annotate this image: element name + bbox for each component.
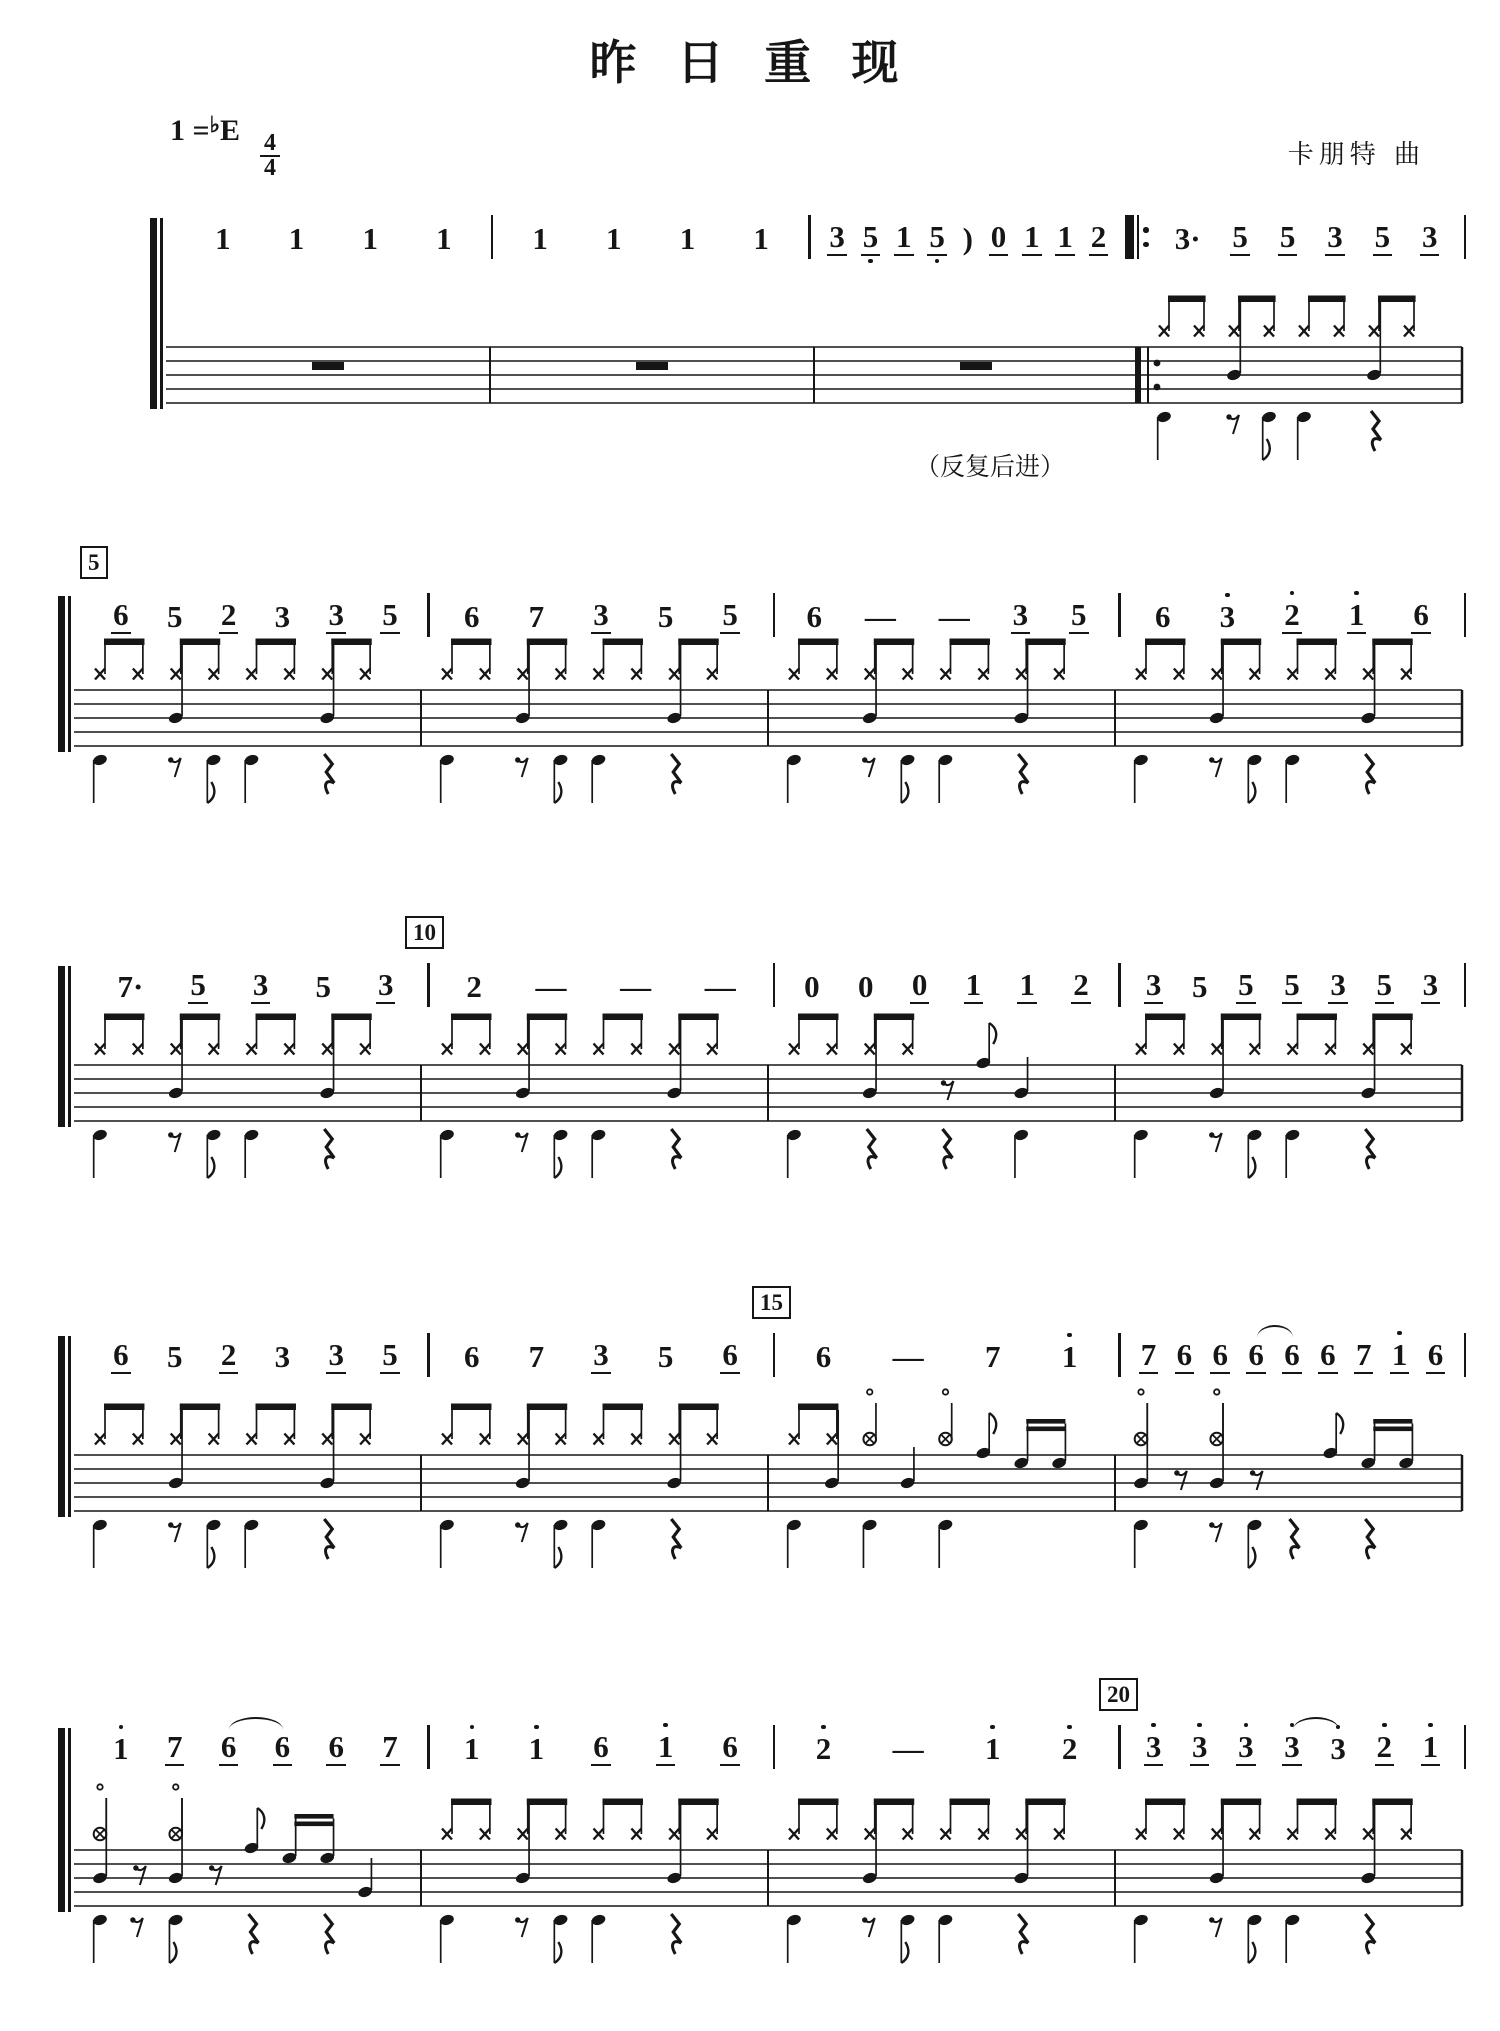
note-number: 5 xyxy=(1238,967,1254,1002)
rehearsal-mark-20: 20 xyxy=(1099,1678,1138,1711)
note-number: 3 xyxy=(1330,1731,1346,1766)
note-token xyxy=(961,212,975,266)
drum-staff-system-3 xyxy=(0,980,1500,1215)
drum-measure xyxy=(786,1799,1066,1964)
note-number: 1 xyxy=(436,221,452,256)
note-number: 6 xyxy=(815,1339,832,1374)
note-number: 3 xyxy=(274,599,291,634)
note-token xyxy=(530,212,550,266)
measure xyxy=(811,210,1126,266)
drum-measure xyxy=(439,639,719,804)
note-number: 6 xyxy=(1413,597,1429,632)
note-number: 6 xyxy=(1284,1337,1300,1372)
note-number: 1 xyxy=(896,219,912,254)
drum-measure xyxy=(92,1784,373,1963)
drum-measure xyxy=(786,1389,1067,1568)
note-number: 6 xyxy=(1212,1337,1228,1372)
key-note: E xyxy=(220,114,241,147)
caption-repeat-note: （反复后进） xyxy=(914,452,1065,481)
note-number: ) xyxy=(962,221,973,256)
note-number: 0 xyxy=(857,969,874,1004)
note-number: 1 xyxy=(1019,967,1035,1002)
drum-measure xyxy=(439,1014,719,1179)
note-token xyxy=(434,212,454,266)
drum-measure xyxy=(312,362,344,370)
note-number: — xyxy=(938,599,970,634)
note-number: 6 xyxy=(464,599,480,634)
meter-denominator: 4 xyxy=(264,155,277,181)
drum-measure xyxy=(960,362,992,370)
note-number: 3 xyxy=(593,597,609,632)
drum-measure xyxy=(1133,639,1413,804)
note-number: 5 xyxy=(166,599,183,634)
note-number: 6 xyxy=(274,1729,291,1764)
note-number: 1 xyxy=(288,221,305,256)
note-number: 1 xyxy=(965,967,982,1002)
measure xyxy=(176,212,491,266)
note-number: 2 xyxy=(1376,1729,1393,1764)
note-number: 2 xyxy=(220,597,237,632)
rehearsal-mark-15: 15 xyxy=(752,1286,791,1319)
note-number: 2 xyxy=(220,1337,237,1372)
note-token xyxy=(751,212,771,266)
note-number: 6 xyxy=(113,597,129,632)
drum-staff-system-2 xyxy=(0,605,1500,840)
note-number: 1 xyxy=(215,221,231,256)
note-number: 7 xyxy=(166,1729,183,1764)
note-number: 7 xyxy=(1140,1337,1157,1372)
note-number: 5 xyxy=(657,599,674,634)
rehearsal-mark-10: 10 xyxy=(405,916,444,949)
note-token xyxy=(213,212,233,266)
note-number: 5 xyxy=(722,597,738,632)
note-number: 3 xyxy=(1191,1729,1208,1764)
note-number: 7 xyxy=(1355,1337,1372,1372)
note-number: 6 xyxy=(1320,1337,1336,1372)
note-number: 1 xyxy=(1348,597,1365,632)
drum-measure xyxy=(636,362,668,370)
note-number: 6 xyxy=(113,1337,129,1372)
note-number: 1 xyxy=(657,1729,674,1764)
note-number: 7 xyxy=(528,599,545,634)
note-token xyxy=(1022,210,1042,266)
note-number: 6 xyxy=(1248,1337,1264,1372)
drum-measure xyxy=(92,1014,372,1179)
note-token xyxy=(927,210,947,266)
note-token xyxy=(1373,210,1393,266)
note-number: 7 xyxy=(382,1729,398,1764)
note-token xyxy=(1230,210,1250,266)
note-number: — xyxy=(892,1339,924,1374)
drum-measure xyxy=(786,1014,1030,1179)
note-number: 6 xyxy=(722,1729,738,1764)
note-number: 1 xyxy=(113,1731,129,1766)
page-title: 昨 日 重 现 xyxy=(589,36,911,91)
barline xyxy=(1464,215,1467,259)
note-number: 3 xyxy=(1012,597,1029,632)
note-number: 1 xyxy=(1057,219,1073,254)
note-number: 6 xyxy=(806,599,822,634)
drum-staff-system-4 xyxy=(0,1370,1500,1605)
note-number: 7 xyxy=(984,1339,1001,1374)
note-number: 5 xyxy=(382,597,398,632)
note-number: 6 xyxy=(1155,599,1171,634)
composer-credit: 卡朋特 曲 xyxy=(1287,140,1425,170)
flat-icon: ♭ xyxy=(209,112,220,137)
note-token xyxy=(604,212,624,266)
meter-numerator: 4 xyxy=(260,132,280,157)
barline xyxy=(1464,1725,1467,1769)
measure xyxy=(1149,210,1464,266)
measure xyxy=(493,212,808,266)
note-number: 6 xyxy=(220,1729,237,1764)
note-number: 5 xyxy=(1071,597,1087,632)
melody-system-1 xyxy=(176,210,1466,266)
note-number: 3 xyxy=(593,1337,609,1372)
note-number: 1 xyxy=(1422,1729,1439,1764)
note-number: 1 xyxy=(1061,1339,1078,1374)
note-token xyxy=(1173,212,1203,266)
drum-measure xyxy=(1156,296,1416,461)
note-number: 6 xyxy=(328,1729,344,1764)
drum-measure xyxy=(1133,1389,1414,1568)
note-number: 0 xyxy=(990,219,1007,254)
note-token xyxy=(287,212,307,266)
note-number: 3 xyxy=(377,967,394,1002)
note-number: 2 xyxy=(466,969,482,1004)
rehearsal-mark-5: 5 xyxy=(80,546,108,579)
note-number: 5 xyxy=(1279,219,1296,254)
note-number: 3 xyxy=(328,1337,344,1372)
note-number: 0 xyxy=(911,967,928,1002)
note-number: — xyxy=(620,969,652,1004)
note-number: 1 xyxy=(362,221,378,256)
time-signature xyxy=(260,132,280,180)
note-number: 3 xyxy=(1284,1729,1300,1764)
note-number: 5 xyxy=(657,1339,674,1374)
note-number: 1 xyxy=(984,1731,1001,1766)
note-number: 1 xyxy=(679,221,696,256)
drum-measure xyxy=(439,1404,719,1569)
note-number: 5 xyxy=(929,219,945,254)
note-number: 1 xyxy=(528,1731,545,1766)
note-number: 1 xyxy=(606,221,622,256)
note-number: 5 xyxy=(190,967,206,1002)
note-number: 3 xyxy=(274,1339,291,1374)
note-number: 5 xyxy=(315,969,331,1004)
note-number: 7 xyxy=(528,1339,545,1374)
note-number: 2 xyxy=(1284,597,1300,632)
note-token xyxy=(894,210,914,266)
note-token xyxy=(989,210,1009,266)
note-number: 3 xyxy=(1219,599,1236,634)
note-token xyxy=(861,210,881,266)
note-number: 3 xyxy=(1330,967,1346,1002)
drum-measure xyxy=(92,1404,372,1569)
drum-staff-system-5 xyxy=(0,1765,1500,2000)
note-number: 3 xyxy=(1145,1729,1162,1764)
note-number: 5 xyxy=(1376,967,1393,1002)
note-token xyxy=(1325,210,1345,266)
drum-measure xyxy=(1133,1014,1413,1179)
note-number: 5 xyxy=(1284,967,1300,1002)
note-number: 3 xyxy=(1238,1729,1254,1764)
note-number: 1 xyxy=(1391,1337,1408,1372)
note-number: 5 xyxy=(382,1337,398,1372)
drum-measure xyxy=(92,639,372,804)
note-number: 2 xyxy=(1073,967,1089,1002)
note-number: — xyxy=(892,1731,924,1766)
note-token xyxy=(827,210,847,266)
note-number: 2 xyxy=(1090,219,1107,254)
note-number: 0 xyxy=(804,969,820,1004)
key-signature xyxy=(170,112,280,180)
note-number: 1 xyxy=(753,221,769,256)
note-token xyxy=(1420,210,1440,266)
note-token xyxy=(1089,210,1109,266)
note-number: 3 xyxy=(1421,219,1438,254)
note-number: 3 xyxy=(829,219,845,254)
repeat-open-sign xyxy=(1128,215,1149,259)
note-number: 2 xyxy=(1061,1731,1078,1766)
note-number: 5 xyxy=(1232,219,1248,254)
note-number: 3 xyxy=(1422,967,1439,1002)
note-number: 5 xyxy=(1374,219,1391,254)
note-number: 6 xyxy=(464,1339,480,1374)
key-prefix: 1 = xyxy=(170,114,210,147)
note-token xyxy=(1055,210,1075,266)
note-number: 3 xyxy=(252,967,269,1002)
note-number: 6 xyxy=(593,1729,609,1764)
note-number: 3 xyxy=(1145,967,1162,1002)
drum-staff-system-1 xyxy=(0,262,1500,497)
note-token xyxy=(1278,210,1298,266)
note-number: 3 xyxy=(328,597,344,632)
note-number: 2 xyxy=(815,1731,832,1766)
note-number: 1 xyxy=(464,1731,480,1766)
note-number: 5 xyxy=(1191,969,1208,1004)
drum-measure xyxy=(786,639,1066,804)
note-token xyxy=(360,212,380,266)
note-number: 6 xyxy=(1176,1337,1193,1372)
note-number: 6 xyxy=(1427,1337,1444,1372)
note-number: — xyxy=(704,969,736,1004)
note-number: 5 xyxy=(862,219,879,254)
note-number: 3 xyxy=(1327,219,1343,254)
drum-measure xyxy=(1133,1799,1413,1964)
drum-measure xyxy=(439,1799,719,1964)
note-number: — xyxy=(535,969,567,1004)
note-number: 7· xyxy=(117,969,144,1004)
note-number: — xyxy=(864,599,896,634)
note-number: 3· xyxy=(1174,221,1201,256)
note-number: 1 xyxy=(532,221,548,256)
note-number: 5 xyxy=(166,1339,183,1374)
note-number: 6 xyxy=(722,1337,738,1372)
note-number: 1 xyxy=(1024,219,1040,254)
note-token xyxy=(678,212,698,266)
